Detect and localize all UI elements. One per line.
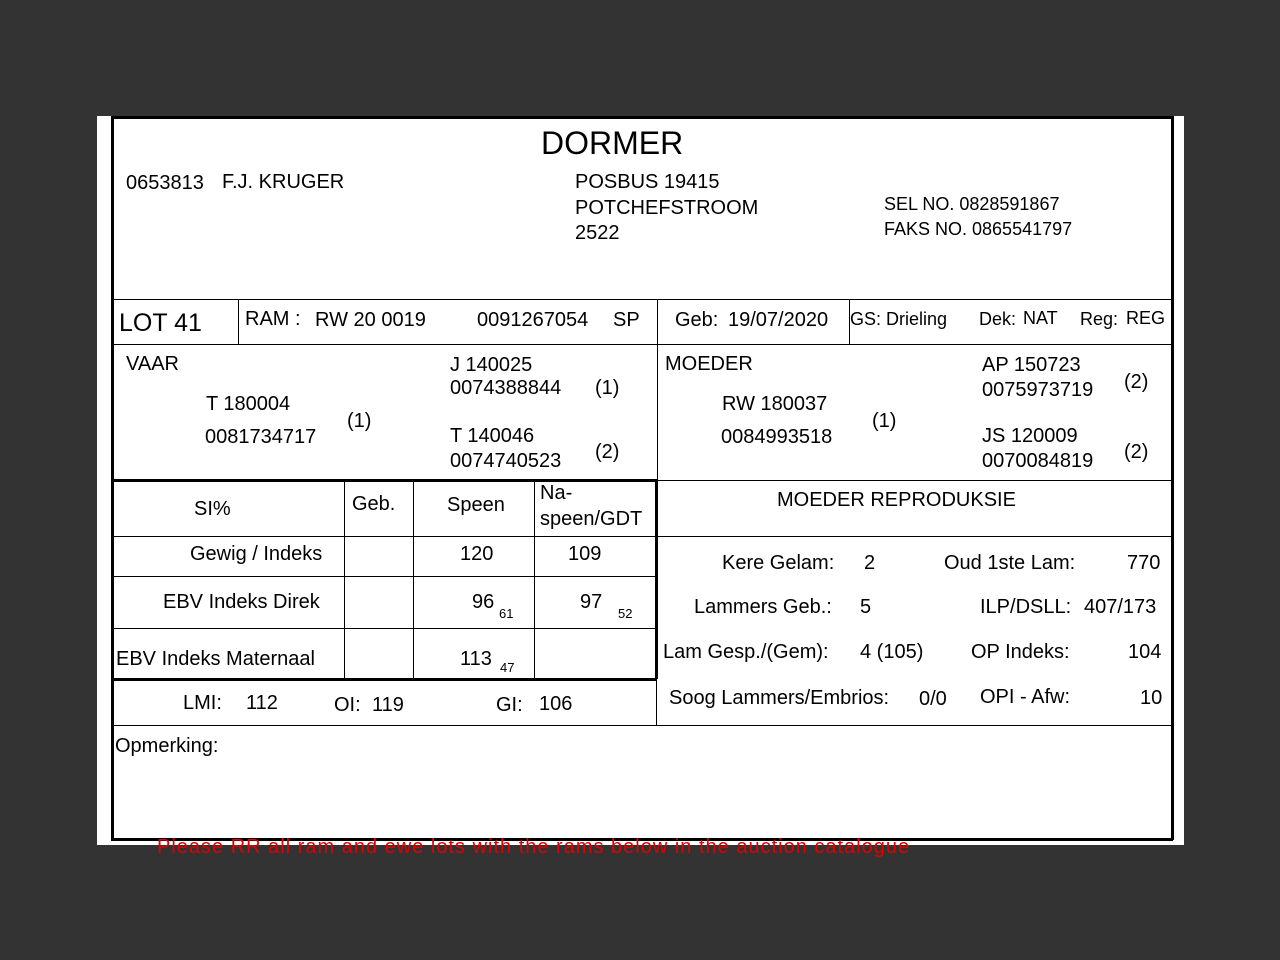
si-header: SI% (194, 498, 231, 520)
birth-status: GS: Drieling (850, 309, 948, 329)
breed-title: DORMER (541, 125, 684, 161)
dam-mark: (1) (872, 410, 897, 432)
address-line1: POSBUS 19415 (575, 171, 720, 193)
op-index-label: OP Indeks: (971, 641, 1070, 663)
oi-label: OI: (334, 694, 361, 716)
sire-number: 0081734717 (205, 426, 317, 448)
frame-top (111, 116, 1173, 119)
op-index-value: 104 (1128, 641, 1162, 663)
row-label-ebv-maternal: EBV Indeks Maternaal (116, 648, 315, 670)
reg-value: REG (1126, 308, 1166, 328)
weaning-ebv-direct-accuracy: 61 (499, 606, 514, 621)
divider (111, 576, 657, 577)
oi-value: 119 (372, 694, 404, 716)
post-weaning-ebv-direct-accuracy: 52 (618, 606, 633, 621)
mating-label: Dek: (979, 309, 1017, 329)
divider (111, 479, 657, 482)
divider (111, 628, 657, 629)
lambings-label: Kere Gelam: (722, 552, 835, 574)
fax-number: FAKS NO. 0865541797 (884, 219, 1073, 239)
post-weaning-header-line1: Na- (540, 482, 573, 504)
reproduction-title: MOEDER REPRODUKSIE (777, 489, 1016, 511)
sire-grandsire-mark: (1) (595, 377, 620, 399)
weaning-ebv-maternal-accuracy: 47 (500, 660, 515, 675)
post-weaning-ebv-direct: 97 (580, 591, 603, 613)
divider (111, 725, 1173, 726)
lambs-born-label: Lammers Geb.: (694, 596, 832, 618)
divider (534, 480, 535, 678)
sire-granddam-id: T 140046 (450, 425, 535, 447)
cut-off-footer-text: Please RR all ram and ewe lots with the rams below in the auction catalogue (157, 836, 911, 858)
divider (111, 299, 1173, 300)
gi-value: 106 (539, 693, 573, 715)
ram-code: SP (613, 309, 640, 331)
divider (111, 344, 1173, 345)
dam-granddam-mark: (2) (1124, 441, 1149, 463)
suckled-lambs-value: 0/0 (919, 688, 947, 710)
divider (111, 536, 1173, 537)
weaning-ebv-maternal: 113 (460, 648, 492, 670)
dam-number: 0084993518 (721, 426, 833, 448)
sire-grandsire-number: 0074388844 (450, 377, 562, 399)
birth-date: 19/07/2020 (728, 309, 829, 331)
birth-weight-header: Geb. (352, 493, 396, 515)
dam-heading: MOEDER (665, 353, 753, 375)
divider (238, 299, 239, 344)
post-weaning-weight-index: 109 (568, 543, 602, 565)
dam-granddam-number: 0070084819 (982, 450, 1094, 472)
dam-grandsire-number: 0075973719 (982, 379, 1094, 401)
sire-heading: VAAR (126, 353, 179, 375)
lmi-label: LMI: (183, 692, 222, 714)
ram-id: RW 20 0019 (315, 309, 426, 331)
sire-mark: (1) (347, 410, 372, 432)
divider (657, 480, 1173, 481)
sire-grandsire-id: J 140025 (450, 354, 533, 376)
row-label-ebv-direct: EBV Indeks Direk (163, 591, 320, 613)
sire-id: T 180004 (206, 393, 291, 415)
opi-deviation-label: OPI - Afw: (980, 686, 1071, 708)
lot-number: LOT 41 (119, 309, 202, 337)
catalogue-card (97, 116, 1184, 858)
ilp-value: 407/173 (1084, 596, 1157, 618)
divider (656, 679, 657, 726)
weaning-ebv-direct: 96 (472, 591, 495, 613)
ram-number: 0091267054 (477, 309, 589, 331)
gi-label: GI: (496, 694, 523, 716)
lmi-value: 112 (246, 692, 278, 714)
weaning-header: Speen (447, 494, 505, 516)
dam-grandsire-mark: (2) (1124, 371, 1149, 393)
divider (111, 678, 657, 681)
lambs-born-value: 5 (860, 596, 872, 618)
cell-number: SEL NO. 0828591867 (884, 194, 1060, 214)
opi-deviation-value: 10 (1140, 687, 1163, 709)
age-first-lamb-label: Oud 1ste Lam: (944, 552, 1076, 574)
suckled-lambs-label: Soog Lammers/Embrios: (669, 687, 890, 709)
sire-granddam-mark: (2) (595, 441, 620, 463)
frame-left (111, 116, 114, 840)
owner-name: F.J. KRUGER (222, 171, 345, 193)
lambings-value: 2 (864, 552, 876, 574)
address-line2: POTCHEFSTROOM (575, 197, 759, 219)
ram-label: RAM : (245, 308, 301, 330)
weaning-weight-index: 120 (460, 543, 494, 565)
ilp-label: ILP/DSLL: (980, 596, 1072, 618)
dam-granddam-id: JS 120009 (982, 425, 1078, 447)
birth-label: Geb: (675, 309, 719, 331)
owner-code: 0653813 (126, 172, 204, 194)
divider (657, 344, 658, 480)
reg-label: Reg: (1080, 309, 1119, 329)
divider (344, 480, 345, 678)
divider (657, 299, 658, 344)
divider (655, 479, 658, 679)
age-first-lamb-value: 770 (1127, 552, 1161, 574)
post-weaning-header-line2: speen/GDT (540, 508, 643, 530)
remarks-label: Opmerking: (115, 735, 219, 757)
mating-value: NAT (1023, 308, 1058, 328)
divider (413, 480, 414, 678)
lambs-weaned-value: 4 (105) (860, 641, 924, 663)
frame-right (1171, 116, 1174, 840)
address-line3: 2522 (575, 222, 620, 244)
dam-grandsire-id: AP 150723 (982, 354, 1081, 376)
dam-id: RW 180037 (722, 393, 828, 415)
sire-granddam-number: 0074740523 (450, 450, 562, 472)
row-label-weight-index: Gewig / Indeks (190, 543, 323, 565)
lambs-weaned-label: Lam Gesp./(Gem): (663, 641, 829, 663)
